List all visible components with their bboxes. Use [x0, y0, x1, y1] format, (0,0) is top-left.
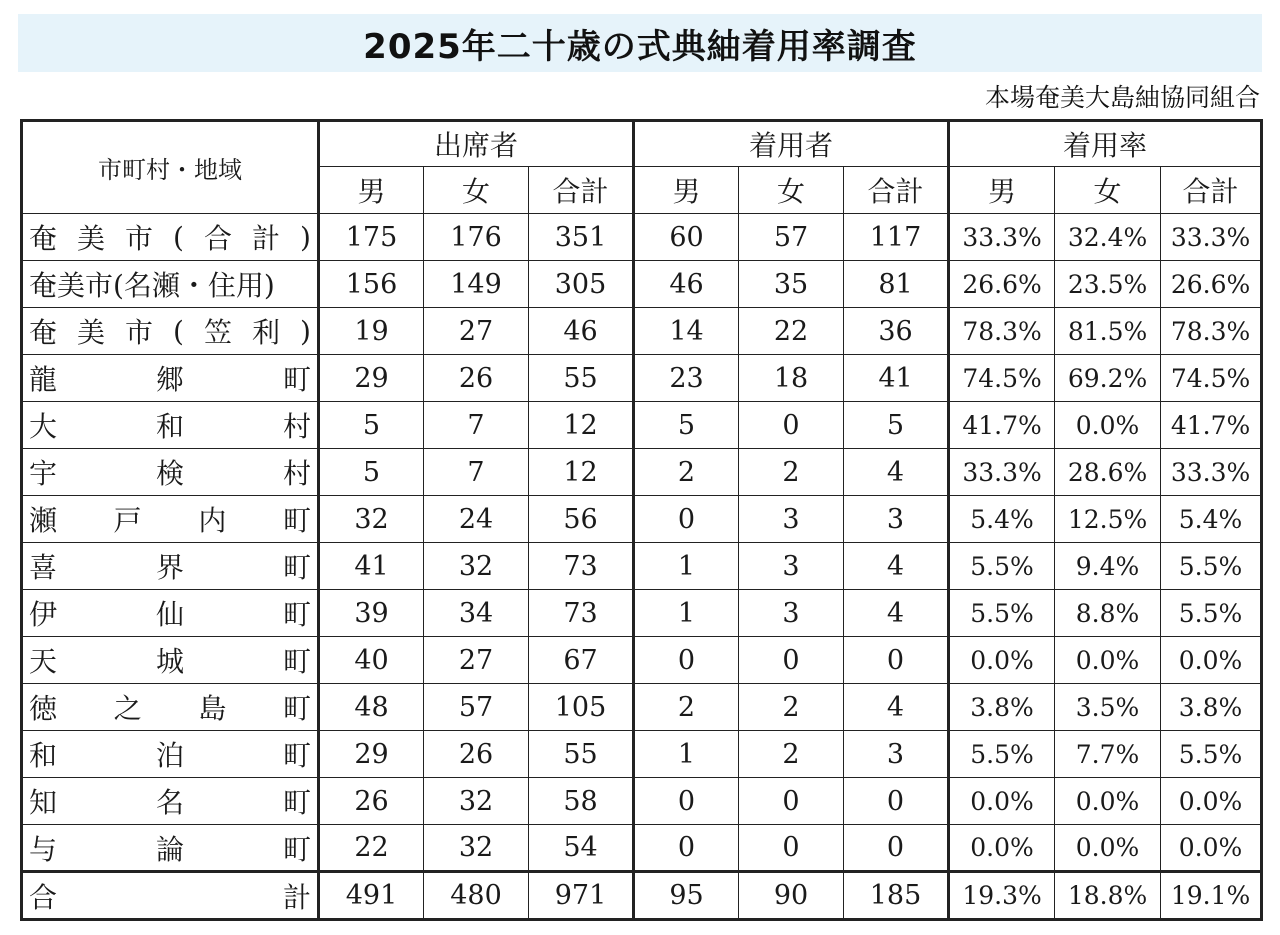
value-cell: 0 [739, 402, 844, 449]
value-cell: 0.0% [1161, 825, 1262, 872]
sub-header: 女 [424, 167, 529, 214]
value-cell: 2 [634, 684, 739, 731]
value-cell: 5 [319, 449, 424, 496]
sub-header: 合計 [529, 167, 634, 214]
region-char: 宇 [29, 457, 58, 490]
region-char: ) [300, 220, 311, 254]
value-cell: 28.6% [1055, 449, 1161, 496]
value-cell: 41.7% [1161, 402, 1262, 449]
value-cell: 19.1% [1161, 872, 1262, 920]
region-char: 村 [282, 457, 311, 490]
value-cell: 480 [424, 872, 529, 920]
region-char: 検 [155, 457, 184, 490]
value-cell: 0.0% [1161, 637, 1262, 684]
value-cell: 12.5% [1055, 496, 1161, 543]
region-char: 和 [155, 410, 184, 443]
value-cell: 18.8% [1055, 872, 1161, 920]
region-char: 瀬 [29, 504, 58, 537]
sub-header: 合計 [1161, 167, 1262, 214]
value-cell: 1 [634, 590, 739, 637]
region-char: 町 [282, 645, 311, 678]
title-band [18, 14, 1262, 72]
region-char: ( [173, 314, 184, 348]
table-row [22, 261, 1262, 308]
value-cell: 149 [424, 261, 529, 308]
region-char: 喜 [29, 551, 58, 584]
value-cell: 0.0% [1161, 778, 1262, 825]
region-label [29, 781, 311, 821]
region-char: 合 [29, 880, 58, 914]
region-label [29, 217, 311, 257]
table-row [22, 543, 1262, 590]
value-cell: 26.6% [949, 261, 1055, 308]
value-cell: 0 [844, 778, 949, 825]
region-char: ) [300, 314, 311, 348]
value-cell: 5.4% [949, 496, 1055, 543]
region-cell [22, 731, 319, 778]
value-cell: 26 [424, 355, 529, 402]
value-cell: 81 [844, 261, 949, 308]
value-cell: 1 [634, 543, 739, 590]
region-cell [22, 590, 319, 637]
region-char: 町 [282, 504, 311, 537]
value-cell: 78.3% [1161, 308, 1262, 355]
region-char: 内 [198, 504, 227, 537]
region-label [29, 452, 311, 492]
region-char: 合 [203, 222, 232, 255]
value-cell: 0 [739, 778, 844, 825]
table-row [22, 355, 1262, 402]
value-cell: 971 [529, 872, 634, 920]
value-cell: 57 [424, 684, 529, 731]
value-cell: 32 [424, 825, 529, 872]
value-cell: 41.7% [949, 402, 1055, 449]
region-cell [22, 684, 319, 731]
value-cell: 41 [844, 355, 949, 402]
region-cell [22, 496, 319, 543]
value-cell: 2 [634, 449, 739, 496]
value-cell: 2 [739, 684, 844, 731]
value-cell: 14 [634, 308, 739, 355]
value-cell: 27 [424, 637, 529, 684]
value-cell: 8.8% [1055, 590, 1161, 637]
region-char: 美 [77, 222, 106, 255]
value-cell: 73 [529, 543, 634, 590]
value-cell: 58 [529, 778, 634, 825]
value-cell: 3.8% [1161, 684, 1262, 731]
region-char: 伊 [29, 598, 58, 631]
table-row [22, 731, 1262, 778]
value-cell: 5.5% [1161, 543, 1262, 590]
region-char: 泊 [155, 739, 184, 772]
region-char: 戸 [113, 504, 142, 537]
value-cell: 5.5% [1161, 590, 1262, 637]
value-cell: 29 [319, 355, 424, 402]
value-cell: 32 [424, 543, 529, 590]
region-label [29, 405, 311, 445]
region-char: 奄 [29, 222, 58, 255]
region-label [29, 828, 311, 868]
value-cell: 491 [319, 872, 424, 920]
region-label [29, 264, 311, 304]
sub-header: 男 [949, 167, 1055, 214]
value-cell: 5.5% [1161, 731, 1262, 778]
table-body [22, 214, 1262, 920]
value-cell: 5.4% [1161, 496, 1262, 543]
value-cell: 7.7% [1055, 731, 1161, 778]
value-cell: 3.5% [1055, 684, 1161, 731]
value-cell: 2 [739, 449, 844, 496]
attendees-group-header: 出席者 [319, 121, 634, 167]
region-label [29, 593, 311, 633]
value-cell: 32.4% [1055, 214, 1161, 261]
value-cell: 12 [529, 449, 634, 496]
region-char: 大 [29, 410, 58, 443]
value-cell: 9.4% [1055, 543, 1161, 590]
value-cell: 78.3% [949, 308, 1055, 355]
region-char: 徳 [29, 692, 58, 725]
value-cell: 24 [424, 496, 529, 543]
region-char: 龍 [29, 363, 58, 396]
region-cell [22, 214, 319, 261]
region-char: 島 [198, 692, 227, 725]
table-row [22, 684, 1262, 731]
value-cell: 54 [529, 825, 634, 872]
region-char: 奄 [29, 316, 58, 349]
value-cell: 19 [319, 308, 424, 355]
value-cell: 36 [844, 308, 949, 355]
region-char: 和 [29, 739, 58, 772]
value-cell: 1 [634, 731, 739, 778]
sub-header: 女 [1055, 167, 1161, 214]
sub-header: 男 [634, 167, 739, 214]
value-cell: 0 [634, 825, 739, 872]
value-cell: 32 [424, 778, 529, 825]
region-char: 笠 [203, 316, 232, 349]
value-cell: 23 [634, 355, 739, 402]
table-row [22, 496, 1262, 543]
value-cell: 26 [424, 731, 529, 778]
region-char: 計 [252, 222, 281, 255]
table-row [22, 825, 1262, 872]
region-char: 論 [155, 832, 184, 866]
value-cell: 0 [634, 637, 739, 684]
region-char: 天 [29, 645, 58, 678]
value-cell: 29 [319, 731, 424, 778]
table-row [22, 778, 1262, 825]
value-cell: 3 [844, 731, 949, 778]
region-char: 名 [155, 786, 184, 819]
region-cell [22, 778, 319, 825]
value-cell: 0 [634, 496, 739, 543]
value-cell: 0.0% [1055, 778, 1161, 825]
value-cell: 95 [634, 872, 739, 920]
value-cell: 3 [739, 543, 844, 590]
region-char: 村 [282, 410, 311, 443]
value-cell: 46 [634, 261, 739, 308]
value-cell: 33.3% [949, 449, 1055, 496]
region-cell [22, 308, 319, 355]
region-cell [22, 402, 319, 449]
value-cell: 351 [529, 214, 634, 261]
table-row [22, 637, 1262, 684]
value-cell: 26.6% [1161, 261, 1262, 308]
value-cell: 0.0% [1055, 637, 1161, 684]
sub-header: 男 [319, 167, 424, 214]
region-char: 与 [29, 832, 58, 866]
source-label: 本場奄美大島紬協同組合 [984, 83, 1260, 112]
region-char: 之 [113, 692, 142, 725]
value-cell: 3 [739, 496, 844, 543]
value-cell: 0.0% [1055, 825, 1161, 872]
region-column-header: 市町村・地域 [22, 121, 319, 214]
value-cell: 12 [529, 402, 634, 449]
table-row [22, 214, 1262, 261]
value-cell: 26 [319, 778, 424, 825]
value-cell: 5.5% [949, 543, 1055, 590]
value-cell: 117 [844, 214, 949, 261]
region-cell [22, 637, 319, 684]
value-cell: 81.5% [1055, 308, 1161, 355]
value-cell: 56 [529, 496, 634, 543]
value-cell: 35 [739, 261, 844, 308]
value-cell: 0.0% [1055, 402, 1161, 449]
region-char: 城 [155, 645, 184, 678]
value-cell: 0 [844, 825, 949, 872]
page-title: 2025年二十歳の式典紬着用率調査 [363, 26, 917, 67]
region-label [29, 876, 311, 916]
value-cell: 74.5% [1161, 355, 1262, 402]
value-cell: 0 [844, 637, 949, 684]
value-cell: 39 [319, 590, 424, 637]
region-char: 知 [29, 786, 58, 819]
value-cell: 33.3% [949, 214, 1055, 261]
region-char: 計 [282, 880, 311, 914]
value-cell: 105 [529, 684, 634, 731]
region-char: 町 [282, 692, 311, 725]
region-label [29, 734, 311, 774]
region-char: 町 [282, 551, 311, 584]
value-cell: 19.3% [949, 872, 1055, 920]
region-cell [22, 449, 319, 496]
value-cell: 5.5% [949, 731, 1055, 778]
value-cell: 74.5% [949, 355, 1055, 402]
value-cell: 5 [319, 402, 424, 449]
value-cell: 4 [844, 543, 949, 590]
value-cell: 69.2% [1055, 355, 1161, 402]
value-cell: 4 [844, 684, 949, 731]
region-cell [22, 543, 319, 590]
value-cell: 185 [844, 872, 949, 920]
value-cell: 176 [424, 214, 529, 261]
value-cell: 4 [844, 449, 949, 496]
value-cell: 5 [634, 402, 739, 449]
value-cell: 0.0% [949, 825, 1055, 872]
rate-group-header: 着用率 [949, 121, 1262, 167]
sub-header: 合計 [844, 167, 949, 214]
value-cell: 4 [844, 590, 949, 637]
region-cell [22, 261, 319, 308]
region-cell [22, 355, 319, 402]
region-label [29, 311, 311, 351]
value-cell: 22 [319, 825, 424, 872]
value-cell: 67 [529, 637, 634, 684]
table-row [22, 449, 1262, 496]
region-char: 町 [282, 832, 311, 866]
value-cell: 48 [319, 684, 424, 731]
region-char: 美 [77, 316, 106, 349]
region-char: 市 [125, 316, 154, 349]
value-cell: 5.5% [949, 590, 1055, 637]
region-char: 町 [282, 598, 311, 631]
value-cell: 57 [739, 214, 844, 261]
value-cell: 3.8% [949, 684, 1055, 731]
value-cell: 7 [424, 402, 529, 449]
value-cell: 18 [739, 355, 844, 402]
region-label [29, 640, 311, 680]
value-cell: 3 [844, 496, 949, 543]
value-cell: 0 [634, 778, 739, 825]
value-cell: 40 [319, 637, 424, 684]
value-cell: 60 [634, 214, 739, 261]
region-char: 利 [252, 316, 281, 349]
region-char: 町 [282, 739, 311, 772]
value-cell: 0 [739, 637, 844, 684]
value-cell: 33.3% [1161, 449, 1262, 496]
value-cell: 22 [739, 308, 844, 355]
value-cell: 0.0% [949, 778, 1055, 825]
wearers-group-header: 着用者 [634, 121, 949, 167]
value-cell: 34 [424, 590, 529, 637]
region-char: ( [173, 220, 184, 254]
value-cell: 46 [529, 308, 634, 355]
value-cell: 305 [529, 261, 634, 308]
table-row [22, 402, 1262, 449]
value-cell: 175 [319, 214, 424, 261]
region-char: 仙 [155, 598, 184, 631]
value-cell: 55 [529, 731, 634, 778]
value-cell: 2 [739, 731, 844, 778]
region-label [29, 546, 311, 586]
region-char: 市 [125, 222, 154, 255]
region-char: 奄美市(名瀬・住用) [29, 269, 275, 302]
region-label [29, 687, 311, 727]
total-row [22, 872, 1262, 920]
value-cell: 3 [739, 590, 844, 637]
region-label [29, 499, 311, 539]
value-cell: 90 [739, 872, 844, 920]
value-cell: 0 [739, 825, 844, 872]
table-row [22, 590, 1262, 637]
region-char: 界 [155, 551, 184, 584]
value-cell: 7 [424, 449, 529, 496]
region-char: 町 [282, 363, 311, 396]
region-label [29, 358, 311, 398]
value-cell: 33.3% [1161, 214, 1262, 261]
value-cell: 55 [529, 355, 634, 402]
survey-table [20, 119, 1263, 921]
region-cell [22, 872, 319, 920]
value-cell: 41 [319, 543, 424, 590]
value-cell: 27 [424, 308, 529, 355]
value-cell: 73 [529, 590, 634, 637]
value-cell: 32 [319, 496, 424, 543]
table-row [22, 308, 1262, 355]
value-cell: 23.5% [1055, 261, 1161, 308]
value-cell: 0.0% [949, 637, 1055, 684]
region-cell [22, 825, 319, 872]
sub-header: 女 [739, 167, 844, 214]
region-char: 郷 [155, 363, 184, 396]
value-cell: 5 [844, 402, 949, 449]
value-cell: 156 [319, 261, 424, 308]
region-char: 町 [282, 786, 311, 819]
